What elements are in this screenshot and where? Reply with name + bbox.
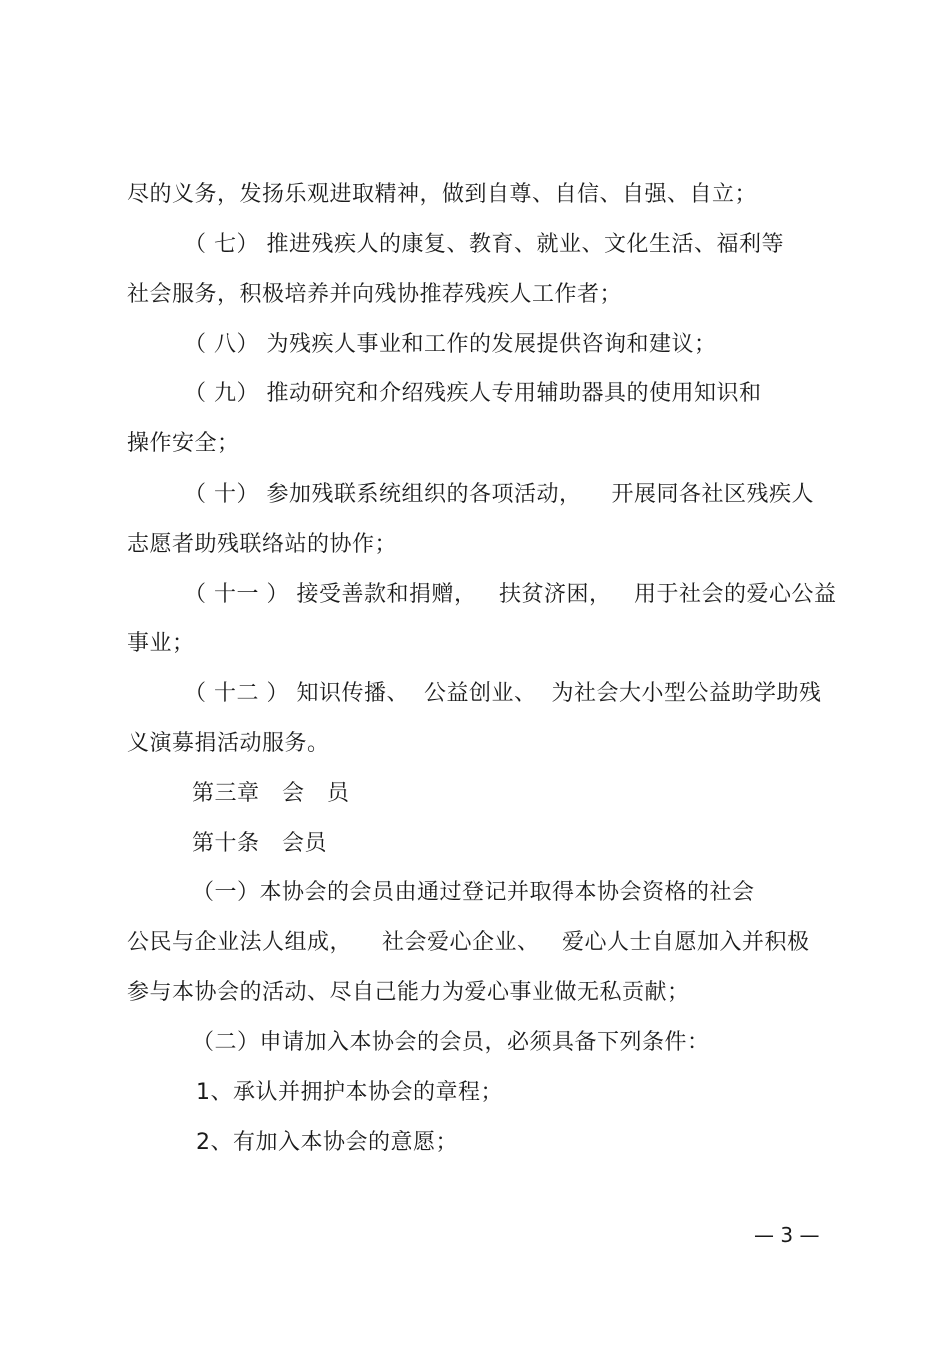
text-line: （ 八） 为残疾人事业和工作的发展提供咨询和建议； <box>184 332 717 357</box>
chapter-heading: 第三章 会 员 <box>192 781 350 806</box>
text-line: （ 九） 推动研究和介绍残疾人专用辅助器具的使用知识和 <box>184 381 762 406</box>
text-line: 事业； <box>127 631 195 656</box>
list-item: 2、有加入本协会的意愿； <box>196 1130 458 1155</box>
list-item: 1、承认并拥护本协会的章程； <box>196 1080 503 1105</box>
text-line: （ 十二 ） 知识传播、 公益创业、 为社会大小型公益助学助残 <box>184 681 822 706</box>
text-line: 公民与企业法人组成， 社会爱心企业、 爱心人士自愿加入并积极 <box>127 930 810 955</box>
text-line: （二）申请加入本协会的会员，必须具备下列条件： <box>192 1030 710 1055</box>
text-line: 操作安全； <box>127 431 240 456</box>
article-heading: 第十条 会员 <box>192 831 327 856</box>
text-line: （ 十一 ） 接受善款和捐赠， 扶贫济困， 用于社会的爱心公益 <box>184 582 837 607</box>
text-line: （ 十） 参加残联系统组织的各项活动， 开展同各社区残疾人 <box>184 482 814 507</box>
text-line: （ 七） 推进残疾人的康复、教育、就业、文化生活、福利等 <box>184 232 784 257</box>
text-line: 参与本协会的活动、尽自己能力为爱心事业做无私贡献； <box>127 980 690 1005</box>
text-line: 义演募捐活动服务。 <box>127 731 330 756</box>
text-line: 志愿者助残联络站的协作； <box>127 532 398 557</box>
text-line: 尽的义务，发扬乐观进取精神，做到自尊、自信、自强、自立； <box>127 182 758 207</box>
text-line: （一）本协会的会员由通过登记并取得本协会资格的社会 <box>192 880 755 905</box>
page-number: — 3 — <box>754 1223 820 1247</box>
text-line: 社会服务，积极培养并向残协推荐残疾人工作者； <box>127 282 623 307</box>
